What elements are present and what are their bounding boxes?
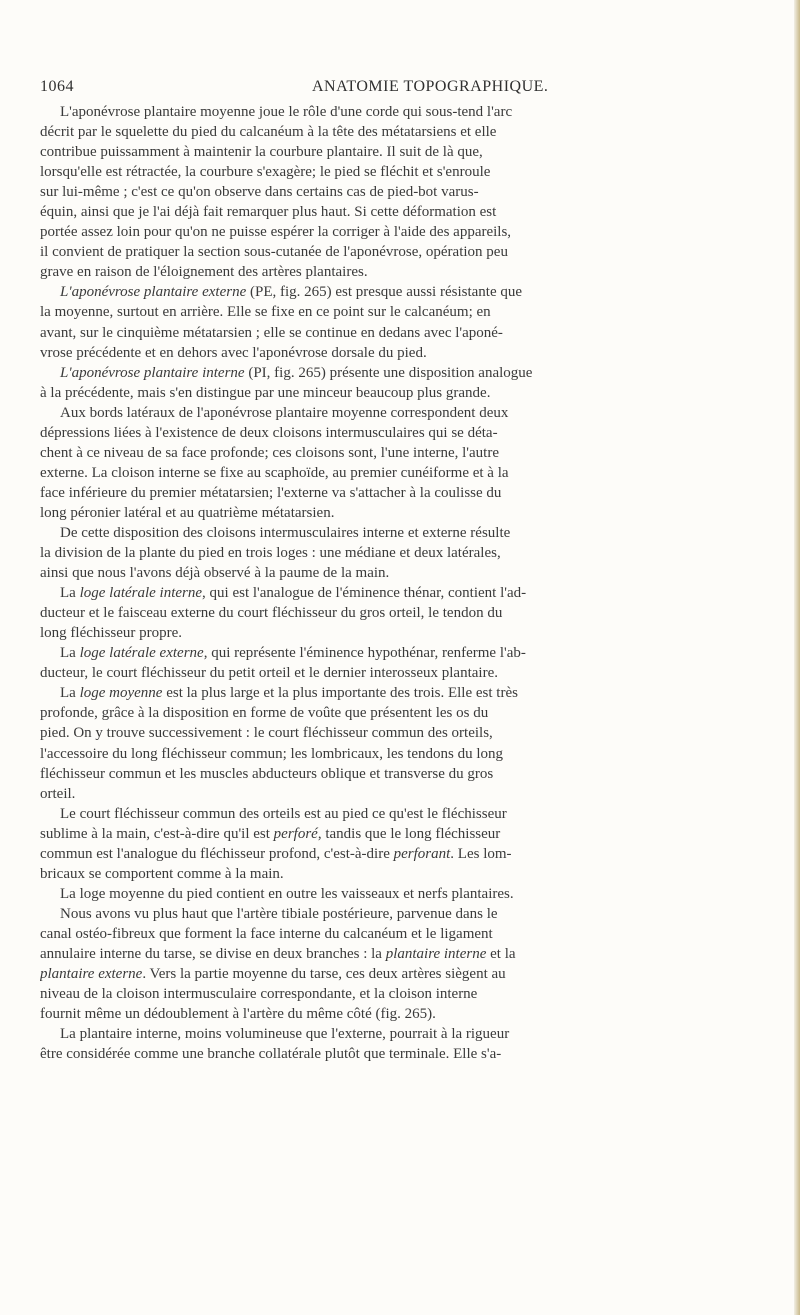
text-run: La <box>60 585 80 602</box>
text-run: bricaux se comportent comme à la main. <box>40 865 284 882</box>
text-line <box>40 142 780 162</box>
page-edge <box>794 0 800 1315</box>
text-line <box>40 282 780 302</box>
text-run: sur lui-même ; c'est ce qu'on observe dans certains cas de pied-bot varus- <box>40 184 479 201</box>
text-run: La loge moyenne du pied contient en outre les vaisseaux et nerfs plantaires. <box>60 885 514 902</box>
italic-term: aponévrose plantaire interne <box>71 364 245 381</box>
italic-term: L' <box>60 284 72 301</box>
italic-term: L' <box>60 364 72 381</box>
text-line <box>40 302 780 322</box>
italic-term: aponévrose plantaire externe <box>71 284 247 301</box>
text-line <box>40 403 780 423</box>
running-title: ANATOMIE TOPOGRAPHIQUE. <box>312 78 549 95</box>
text-run: avant, sur le cinquième métatarsien ; elle se continue en dedans avec l'aponé- <box>40 324 503 341</box>
text-run: ainsi que nous l'avons déjà observé à la paume de la main. <box>40 565 390 582</box>
text-run: annulaire interne du tarse, se divise en deux branches : la <box>40 945 386 962</box>
text-run: canal ostéo-fibreux que forment la face interne du calcanéum et le ligament <box>40 925 493 942</box>
text-run: L'aponévrose plantaire moyenne joue le rôle d'une corde qui sous-tend l'arc <box>60 104 513 120</box>
text-run: long fléchisseur propre. <box>40 625 183 642</box>
text-run: contribue puissamment à maintenir la courbure plantaire. Il suit de là que, <box>40 144 483 161</box>
italic-term: perforant <box>393 845 451 862</box>
text-line <box>40 703 780 723</box>
text-run: , qui est l'analogue de l'éminence thénar, contient l'ad- <box>202 585 527 602</box>
text-run: Aux bords latéraux de l'aponévrose plantaire moyenne correspondent deux <box>60 404 509 421</box>
text-line <box>40 1044 780 1064</box>
text-line <box>40 864 780 884</box>
text-line <box>40 543 780 563</box>
italic-term: plantaire externe <box>40 966 143 983</box>
text-run: . Les lom- <box>450 845 512 862</box>
text-run: De cette disposition des cloisons intermusculaires interne et externe résulte <box>60 524 511 541</box>
text-line <box>40 663 780 683</box>
text-line <box>40 844 780 864</box>
text-run: commun est l'analogue du fléchisseur profond, c'est-à-dire <box>40 845 394 862</box>
text-run: fléchisseur commun et les muscles abducteurs oblique et transverse du gros <box>40 765 494 782</box>
text-run: , tandis que le long fléchisseur <box>317 825 501 842</box>
text-line <box>40 122 780 142</box>
text-run: La <box>60 645 80 662</box>
text-line <box>40 102 780 122</box>
page-number: 1064 <box>40 78 74 95</box>
text-line <box>40 162 780 182</box>
italic-term: plantaire interne <box>385 945 487 962</box>
text-line <box>40 423 780 443</box>
text-line <box>40 363 780 383</box>
text-line <box>40 323 780 343</box>
text-line <box>40 603 780 623</box>
text-line <box>40 182 780 202</box>
text-line <box>40 964 780 984</box>
text-line <box>40 884 780 904</box>
text-run: portée assez loin pour qu'on ne puisse espérer la corriger à l'aide des appareils, <box>40 224 512 241</box>
text-run: et la <box>486 945 516 962</box>
text-run: lorsqu'elle est rétractée, la courbure s'exagère; le pied se fléchit et s'enroule <box>40 164 491 181</box>
text-run: pied. On y trouve successivement : le court fléchisseur commun des orteils, <box>40 725 493 742</box>
text-line <box>40 924 780 944</box>
italic-term: loge moyenne <box>79 685 163 702</box>
text-line <box>40 463 780 483</box>
text-run: à la précédente, mais s'en distingue par une minceur beaucoup plus grande. <box>40 384 491 401</box>
text-run: sublime à la main, c'est-à-dire qu'il est <box>40 825 274 842</box>
text-line <box>40 503 780 523</box>
text-line <box>40 1004 780 1024</box>
italic-term: loge latérale externe <box>79 645 204 662</box>
text-run: profonde, grâce à la disposition en forme de voûte que présentent les os du <box>40 705 489 722</box>
text-line <box>40 723 780 743</box>
text-line <box>40 764 780 784</box>
text-run: La <box>60 685 80 702</box>
text-line <box>40 262 780 282</box>
text-line <box>40 383 780 403</box>
text-line <box>40 683 780 703</box>
text-run: dépressions liées à l'existence de deux cloisons intermusculaires qui se déta- <box>40 424 498 441</box>
body-text <box>40 102 780 1064</box>
text-line <box>40 904 780 924</box>
text-run: équin, ainsi que je l'ai déjà fait remarquer plus haut. Si cette déformation est <box>40 204 497 221</box>
text-run: La plantaire interne, moins volumineuse que l'externe, pourrait à la rigueur <box>60 1026 510 1043</box>
text-run: , qui représente l'éminence hypothénar, renferme l'ab- <box>203 645 526 662</box>
text-run: . Vers la partie moyenne du tarse, ces deux artères siègent au <box>142 966 506 983</box>
text-line <box>40 343 780 363</box>
text-run: la division de la plante du pied en trois loges : une médiane et deux latérales, <box>40 545 501 562</box>
italic-term: loge latérale interne <box>79 585 203 602</box>
text-run: orteil. <box>40 785 76 802</box>
text-run: décrit par le squelette du pied du calcanéum à la tête des métatarsiens et elle <box>40 124 497 141</box>
text-run: face inférieure du premier métatarsien; l'externe va s'attacher à la coulisse du <box>40 484 502 501</box>
text-run: niveau de la cloison intermusculaire correspondante, et la cloison interne <box>40 986 478 1003</box>
text-line <box>40 483 780 503</box>
text-run: ducteur, le court fléchisseur du petit orteil et le dernier interosseux plantaire. <box>40 665 498 682</box>
text-run: il convient de pratiquer la section sous-cutanée de l'aponévrose, opération peu <box>40 244 508 261</box>
text-line <box>40 563 780 583</box>
text-run: externe. La cloison interne se fixe au scaphoïde, au premier cunéiforme et à la <box>40 464 509 481</box>
text-line <box>40 222 780 242</box>
text-line <box>40 984 780 1004</box>
text-line <box>40 784 780 804</box>
text-run: grave en raison de l'éloignement des artères plantaires. <box>40 264 368 281</box>
text-line <box>40 623 780 643</box>
text-run: la moyenne, surtout en arrière. Elle se fixe en ce point sur le calcanéum; en <box>40 304 491 321</box>
text-run: fournit même un dédoublement à l'artère du même côté (fig. 265). <box>40 1006 436 1023</box>
text-run: Le court fléchisseur commun des orteils est au pied ce qu'est le fléchisseur <box>60 805 507 822</box>
text-run: ducteur et le faisceau externe du court fléchisseur du gros orteil, le tendon du <box>40 605 503 622</box>
text-run: chent à ce niveau de sa face profonde; ces cloisons sont, l'une interne, l'autre <box>40 444 499 461</box>
text-line <box>40 443 780 463</box>
text-line <box>40 944 780 964</box>
text-run: (PE, fig. 265) est presque aussi résistante que <box>246 284 523 301</box>
text-line <box>40 583 780 603</box>
text-line <box>40 824 780 844</box>
text-run: (PI, fig. 265) présente une disposition analogue <box>244 364 533 381</box>
text-run: vrose précédente et en dehors avec l'aponévrose dorsale du pied. <box>40 344 427 361</box>
text-run: Nous avons vu plus haut que l'artère tibiale postérieure, parvenue dans le <box>60 905 498 922</box>
running-header <box>40 78 780 102</box>
text-run: l'accessoire du long fléchisseur commun; les lombricaux, les tendons du long <box>40 745 504 762</box>
text-line <box>40 643 780 663</box>
text-run: long péronier latéral et au quatrième métatarsien. <box>40 504 335 521</box>
text-line <box>40 804 780 824</box>
text-run: être considérée comme une branche collatérale plutôt que terminale. Elle s'a- <box>40 1046 502 1063</box>
text-line <box>40 242 780 262</box>
text-run: est la plus large et la plus importante des trois. Elle est très <box>162 685 518 702</box>
text-line <box>40 202 780 222</box>
text-line <box>40 1024 780 1044</box>
text-line <box>40 523 780 543</box>
italic-term: perforé <box>273 825 318 842</box>
text-line <box>40 744 780 764</box>
